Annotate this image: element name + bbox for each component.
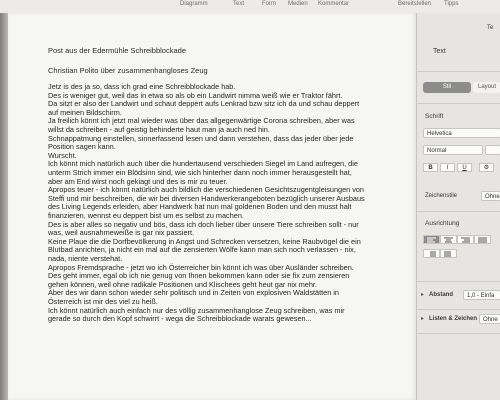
document-line: Blutbad anrichten, ja nicht ein mal auf die zensierten Wölfe kann man sich noch verlassen - nix, <box>48 245 356 255</box>
document-line: finanzieren, wennst eu deppert bist um es selbst zu machen. <box>48 211 244 220</box>
toolbar-media[interactable]: Medien <box>288 1 308 7</box>
document-line: Ich könnt natürlich auch einfach nur des völlig zusammenhanglose Zeug schreiben, was mir <box>48 305 345 315</box>
align-justify-button[interactable] <box>474 235 491 244</box>
lists-label[interactable]: Listen & Zeichen <box>429 316 478 322</box>
toolbar-shape[interactable]: Form <box>262 1 276 7</box>
document-line: Position sagen kann. <box>48 142 116 152</box>
document-line: Jetz is des ja so, dass ich grad eine Schreibblockade hab. <box>48 82 236 91</box>
spacing-label[interactable]: Abstand <box>429 292 453 298</box>
document-line: unterm Strich immer ein Blödsinn sind, wie sich hinterher dann noch immer herausgestellt hat, <box>48 168 352 177</box>
document-line: auf meinen Bildschirm. <box>48 107 122 117</box>
document-line: willst da schreiben - auf geistig behinderte haut man ja auch ned hin. <box>48 125 270 134</box>
document-line: Apropos Fremdsprache - jetzt wo ich Österreicher bin könnt ich was über Ausländer schreiben. <box>48 262 354 272</box>
toolbar-text[interactable]: Text <box>233 1 245 7</box>
tab-layout[interactable]: Layout <box>473 82 500 93</box>
indent-increase-button[interactable] <box>440 249 457 258</box>
inspector-divider <box>417 281 500 282</box>
indent-increase-icon <box>444 251 454 257</box>
font-style-select[interactable]: Normal <box>423 145 483 155</box>
inspector-divider <box>417 103 500 104</box>
align-right-icon <box>461 237 471 243</box>
document-line: was, weil ausnahmeweiße is gar nix passiert. <box>48 228 194 238</box>
inspector-divider <box>417 71 500 72</box>
document-line: Ich könnt mich natürlich auch über die hundertausend verschieden Siegel im Land aufregen, die <box>48 159 358 169</box>
line-spacing-select[interactable]: 1,0 - Einfa <box>463 290 500 300</box>
document-line: des Living Legends erleiden, aber Handwerk hat nun mal goldenen Boden und den musst halt <box>48 202 352 212</box>
inspector-divider <box>417 309 500 310</box>
document-line: gerade so durch den Kopf schwirrt - wega die Schreibblockade warats gewesen... <box>48 314 312 324</box>
indent-decrease-button[interactable] <box>423 249 440 258</box>
italic-button[interactable]: I <box>440 163 455 172</box>
document-line: nada, niente verstehat. <box>48 254 123 263</box>
document-line: Des is weniger gut, weil das in etwa so als ob ein Landwirt nimma weiß wie er Traktor fährt. <box>48 90 343 100</box>
font-section-label: Schrift <box>425 113 444 120</box>
indent-decrease-icon <box>427 251 437 257</box>
toolbar-comment[interactable]: Kommentar <box>318 1 350 7</box>
window-edge <box>0 13 8 400</box>
document-page[interactable] <box>8 13 416 400</box>
align-right-button[interactable] <box>457 235 474 244</box>
chevron-right-icon[interactable]: ▸ <box>421 316 425 322</box>
font-size-field[interactable] <box>485 145 500 155</box>
align-left-icon <box>427 237 437 243</box>
align-left-button[interactable] <box>423 235 440 244</box>
inspector-divider <box>417 333 500 334</box>
inspector-tab-text[interactable]: Text <box>433 48 446 55</box>
text-options-gear-icon[interactable]: ⚙ <box>479 163 494 172</box>
document-line: Schnappatmung einstellen, sinnerfassend lesen und dann verstehen, dass das jeder über jede <box>48 133 354 143</box>
align-center-icon <box>444 237 454 243</box>
document-line: Apropos teuer - ich könnt natürlich auch bildlich die verschiedenen Gesichtszugentgleisungen von <box>48 185 364 195</box>
toolbar-chart[interactable]: Diagramm <box>180 1 208 7</box>
document-line: Des geht immer, egal ob ich nie genug von Ihnen bekommen kann oder sie fix zum zensieren <box>48 271 350 281</box>
chevron-right-icon[interactable]: ▸ <box>421 292 425 298</box>
toolbar-share[interactable]: Bereitstellen <box>398 1 432 7</box>
bold-button[interactable]: B <box>423 163 438 172</box>
document-line: aber am End wirst noch gekiagt und des is mir zu teuer. <box>48 176 228 186</box>
app-toolbar <box>0 0 500 14</box>
document-line: Aber des wir dann schon wieder sehr politisch und in Zeiten von explosiven Waldstätten in <box>48 288 339 298</box>
document-line: gehen können, weil ohne radikale Positionen und Klischees geht heut gar nix mehr. <box>48 279 317 289</box>
document-title: Post aus der Edermühle Schreibblockade <box>48 46 186 55</box>
toolbar-tips[interactable]: Tipps <box>444 1 459 7</box>
lists-select[interactable]: Ohne <box>479 314 500 324</box>
document-line: Da sitzt er also der Landwirt und schaut deppert aufs Lenkrad bzw sitz ich da und schau deppert <box>48 99 360 109</box>
inspector-divider <box>417 211 500 212</box>
alignment-label: Ausrichtung <box>425 220 460 227</box>
document-line: Ja freilich könnt ich jetzt mal wieder was über das allgegenwärtige Corona schreiben, aber was <box>48 116 355 126</box>
inspector-header-text: Te <box>487 25 494 31</box>
align-center-button[interactable] <box>440 235 457 244</box>
document-line: Des is aber alles so negativ und bös, dass ich doch lieber über unsere Tiere schreiben sollt - nur <box>48 219 359 229</box>
document-line: Österreich ist mir des viel zu heiß. <box>48 297 158 306</box>
document-line: Keine Plaue die die Dorfbevölkerung in Angst und Schrecken versetzen, keine Raubvögel die ein <box>48 236 361 246</box>
underline-button[interactable]: U <box>457 163 472 172</box>
document-author-line: Christian Polito über zusammenhangloses Zeug <box>48 66 208 75</box>
tab-style[interactable]: Stil <box>423 82 471 93</box>
format-inspector <box>416 13 500 400</box>
char-style-label: Zeichenstile <box>425 193 458 199</box>
align-justify-icon <box>478 237 488 243</box>
document-line: Wurscht. <box>48 150 77 160</box>
char-style-select[interactable]: Ohne <box>481 191 500 201</box>
font-family-select[interactable]: Helvetica <box>423 128 500 138</box>
document-line: Steffi und mir beschreiben, die wir bei diversen Handwerkerangeboten bezüglich unserer Ausbaus <box>48 193 365 203</box>
